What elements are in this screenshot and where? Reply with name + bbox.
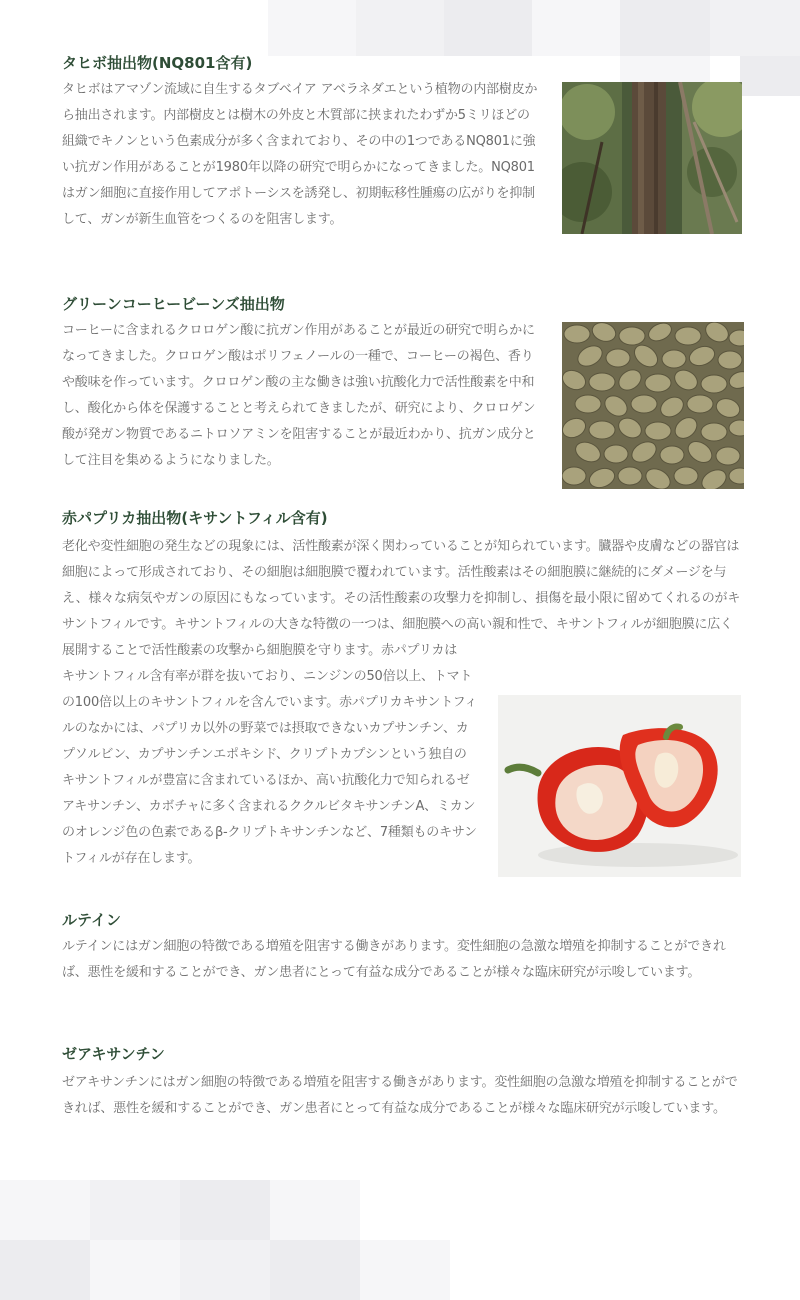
- bg-tile: [180, 1180, 270, 1240]
- bg-tile: [444, 0, 532, 56]
- green-coffee-beans-photo: [562, 322, 744, 489]
- section-title-tahibo: タヒボ抽出物(NQ801含有): [62, 54, 253, 72]
- bg-tile: [620, 0, 710, 56]
- bg-tile: [268, 0, 356, 56]
- bg-tile: [90, 1240, 180, 1300]
- section-body-red-paprika-wrap: キサントフィル含有率が群を抜いており、ニンジンの50倍以上、トマトの100倍以上のキサントフィルを含んでいます。赤パプリカキサントフィルのなかには、パプリカ以外の野菜では摂取できないカプサンチン、カプソルビン、カプサンチンエポキシド、クリプトカプシンという独自のキサントフィルが豊富に含まれているほか、高い抗酸化力で知られるゼアキサンチン、カボチャに多く含まれるククルビタキサンチンA、ミカンのオレンジ色の色素であるβ-クリプトキサンチンなど、7種類ものキサントフィルが存在します。: [62, 669, 478, 866]
- section-title-zeaxanthin: ゼアキサンチン: [62, 1045, 165, 1063]
- bg-tile: [180, 1240, 270, 1300]
- bg-tile: [270, 1240, 360, 1300]
- section-body-zeaxanthin: ゼアキサンチンにはガン細胞の特徴である増殖を阻害する働きがあります。変性細胞の急激な増殖を抑制することができれば、悪性を緩和することができ、ガン患者にとって有益な成分であることが様々な臨床研究が示唆しています。: [62, 1075, 738, 1116]
- bg-tile: [0, 1240, 90, 1300]
- section-title-lutein: ルテイン: [62, 911, 121, 929]
- bg-tile: [532, 0, 620, 56]
- tree-forest-photo: [562, 82, 742, 234]
- bg-tile: [356, 0, 444, 56]
- section-body-red-paprika-full: 老化や変性細胞の発生などの現象には、活性酸素が深く関わっていることが知られています。臓器や皮膚などの器官は細胞によって形成されており、その細胞は細胞膜で覆われています。活性酸素はその細胞膜に継続的にダメージを与え、様々な病気やガンの原因にもなっています。その活性酸素の攻撃力を抑制し、損傷を最小限に留めてくれるのがキサントフィルです。キサントフィルの大きな特徴の一つは、細胞膜への高い親和性で、キサントフィルが細胞膜に広く展開することで活性酸素の攻撃から細胞膜を守ります。赤パプリカは: [62, 539, 741, 658]
- bg-tile: [740, 56, 800, 96]
- bg-tile: [710, 0, 800, 56]
- section-body-tahibo: タヒボはアマゾン流域に自生するタブベイア アベラネダエという植物の内部樹皮から抽出されます。内部樹皮とは樹木の外皮と木質部に挟まれたわずか5ミリほどの組織でキノンという色素成分が多く含まれており、その中の1つであるNQ801に強い抗ガン作用があることが1980年以降の研究で明らかになってきました。NQ801はガン細胞に直接作用してアポトーシスを誘発し、初期転移性腫瘍の広がりを抑制して、ガンが新生血管をつくるのを阻害します。: [62, 82, 538, 227]
- section-body-green-coffee: コーヒーに含まれるクロロゲン酸に抗ガン作用があることが最近の研究で明らかになってきました。クロロゲン酸はポリフェノールの一種で、コーヒーの褐色、香りや酸味を作っています。クロロゲン酸の主な働きは強い抗酸化力で活性酸素を中和し、酸化から体を保護することと考えられてきましたが、研究により、クロロゲン酸が発ガン物質であるニトロソアミンを阻害することが最近わかり、抗ガン成分として注目を集めるようになりました。: [62, 323, 536, 468]
- bg-tile: [270, 1180, 360, 1240]
- section-title-red-paprika: 赤パプリカ抽出物(キサントフィル含有): [62, 509, 328, 527]
- section-body-lutein: ルテインにはガン細胞の特徴である増殖を阻害する働きがあります。変性細胞の急激な増殖を抑制することができれば、悪性を緩和することができ、ガン患者にとって有益な成分であることが様々な臨床研究が示唆しています。: [62, 939, 726, 980]
- bg-tile: [90, 1180, 180, 1240]
- red-paprika-photo: [498, 695, 741, 877]
- bg-tile: [0, 1180, 90, 1240]
- section-title-green-coffee: グリーンコーヒービーンズ抽出物: [62, 295, 285, 313]
- bg-tile: [360, 1240, 450, 1300]
